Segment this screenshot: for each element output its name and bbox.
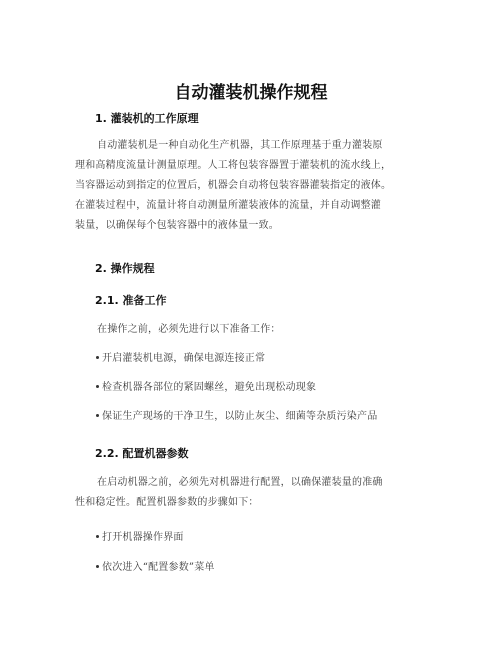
- list-item-text: 依次进入“配置参数”菜单: [102, 562, 215, 573]
- list-item: [96, 409, 377, 425]
- list-item-text: 检查机器各部位的紧固螺丝，避免出现松动现象: [102, 382, 317, 393]
- list-item: [96, 530, 184, 546]
- section-2-2-heading: 2.2. 配置机器参数: [95, 447, 189, 460]
- list-item-text: 保证生产现场的干净卫生，以防止灰尘、细菌等杂质污染产品: [102, 411, 378, 422]
- section-2-2-paragraph-line: 性和稳定性。配置机器参数的步骤如下：: [75, 497, 259, 508]
- section-1-paragraph-line: 当容器运动到指定的位置后，机器会自动将包装容器灌装指定的液体。: [75, 180, 392, 191]
- section-1-paragraph-line: 在灌装过程中，流量计将自动测量所灌装液体的流量，并自动调整灌: [75, 200, 381, 211]
- bullet-icon: [96, 356, 99, 359]
- list-item: [96, 380, 316, 396]
- list-item-text: 打开机器操作界面: [102, 532, 184, 543]
- bullet-icon: [96, 414, 99, 417]
- section-1-paragraph-line: 自动灌装机是一种自动化生产机器，其工作原理基于重力灌装原: [97, 140, 383, 151]
- section-1-paragraph-line: 理和高精度流量计测量原理。人工将包装容器置于灌装机的流水线上，: [75, 160, 392, 171]
- section-2-2-paragraph-line: 在启动机器之前，必须先对机器进行配置，以确保灌装量的准确: [97, 477, 383, 488]
- list-item: [96, 351, 265, 367]
- list-item-text: 开启灌装机电源，确保电源连接正常: [102, 353, 266, 364]
- bullet-icon: [96, 565, 99, 568]
- section-2-1-heading: 2.1. 准备工作: [95, 294, 167, 307]
- section-1-paragraph-line: 装量，以确保每个包装容器中的液体量一致。: [75, 220, 279, 231]
- bullet-icon: [96, 535, 99, 538]
- document-title: 自动灌装机操作规程: [174, 83, 328, 103]
- section-2-heading: 2. 操作规程: [95, 262, 155, 275]
- section-1-heading: 1. 灌装机的工作原理: [95, 112, 199, 125]
- list-item: [96, 560, 215, 576]
- bullet-icon: [96, 385, 99, 388]
- section-2-1-intro: 在操作之前，必须先进行以下准备工作：: [97, 324, 281, 335]
